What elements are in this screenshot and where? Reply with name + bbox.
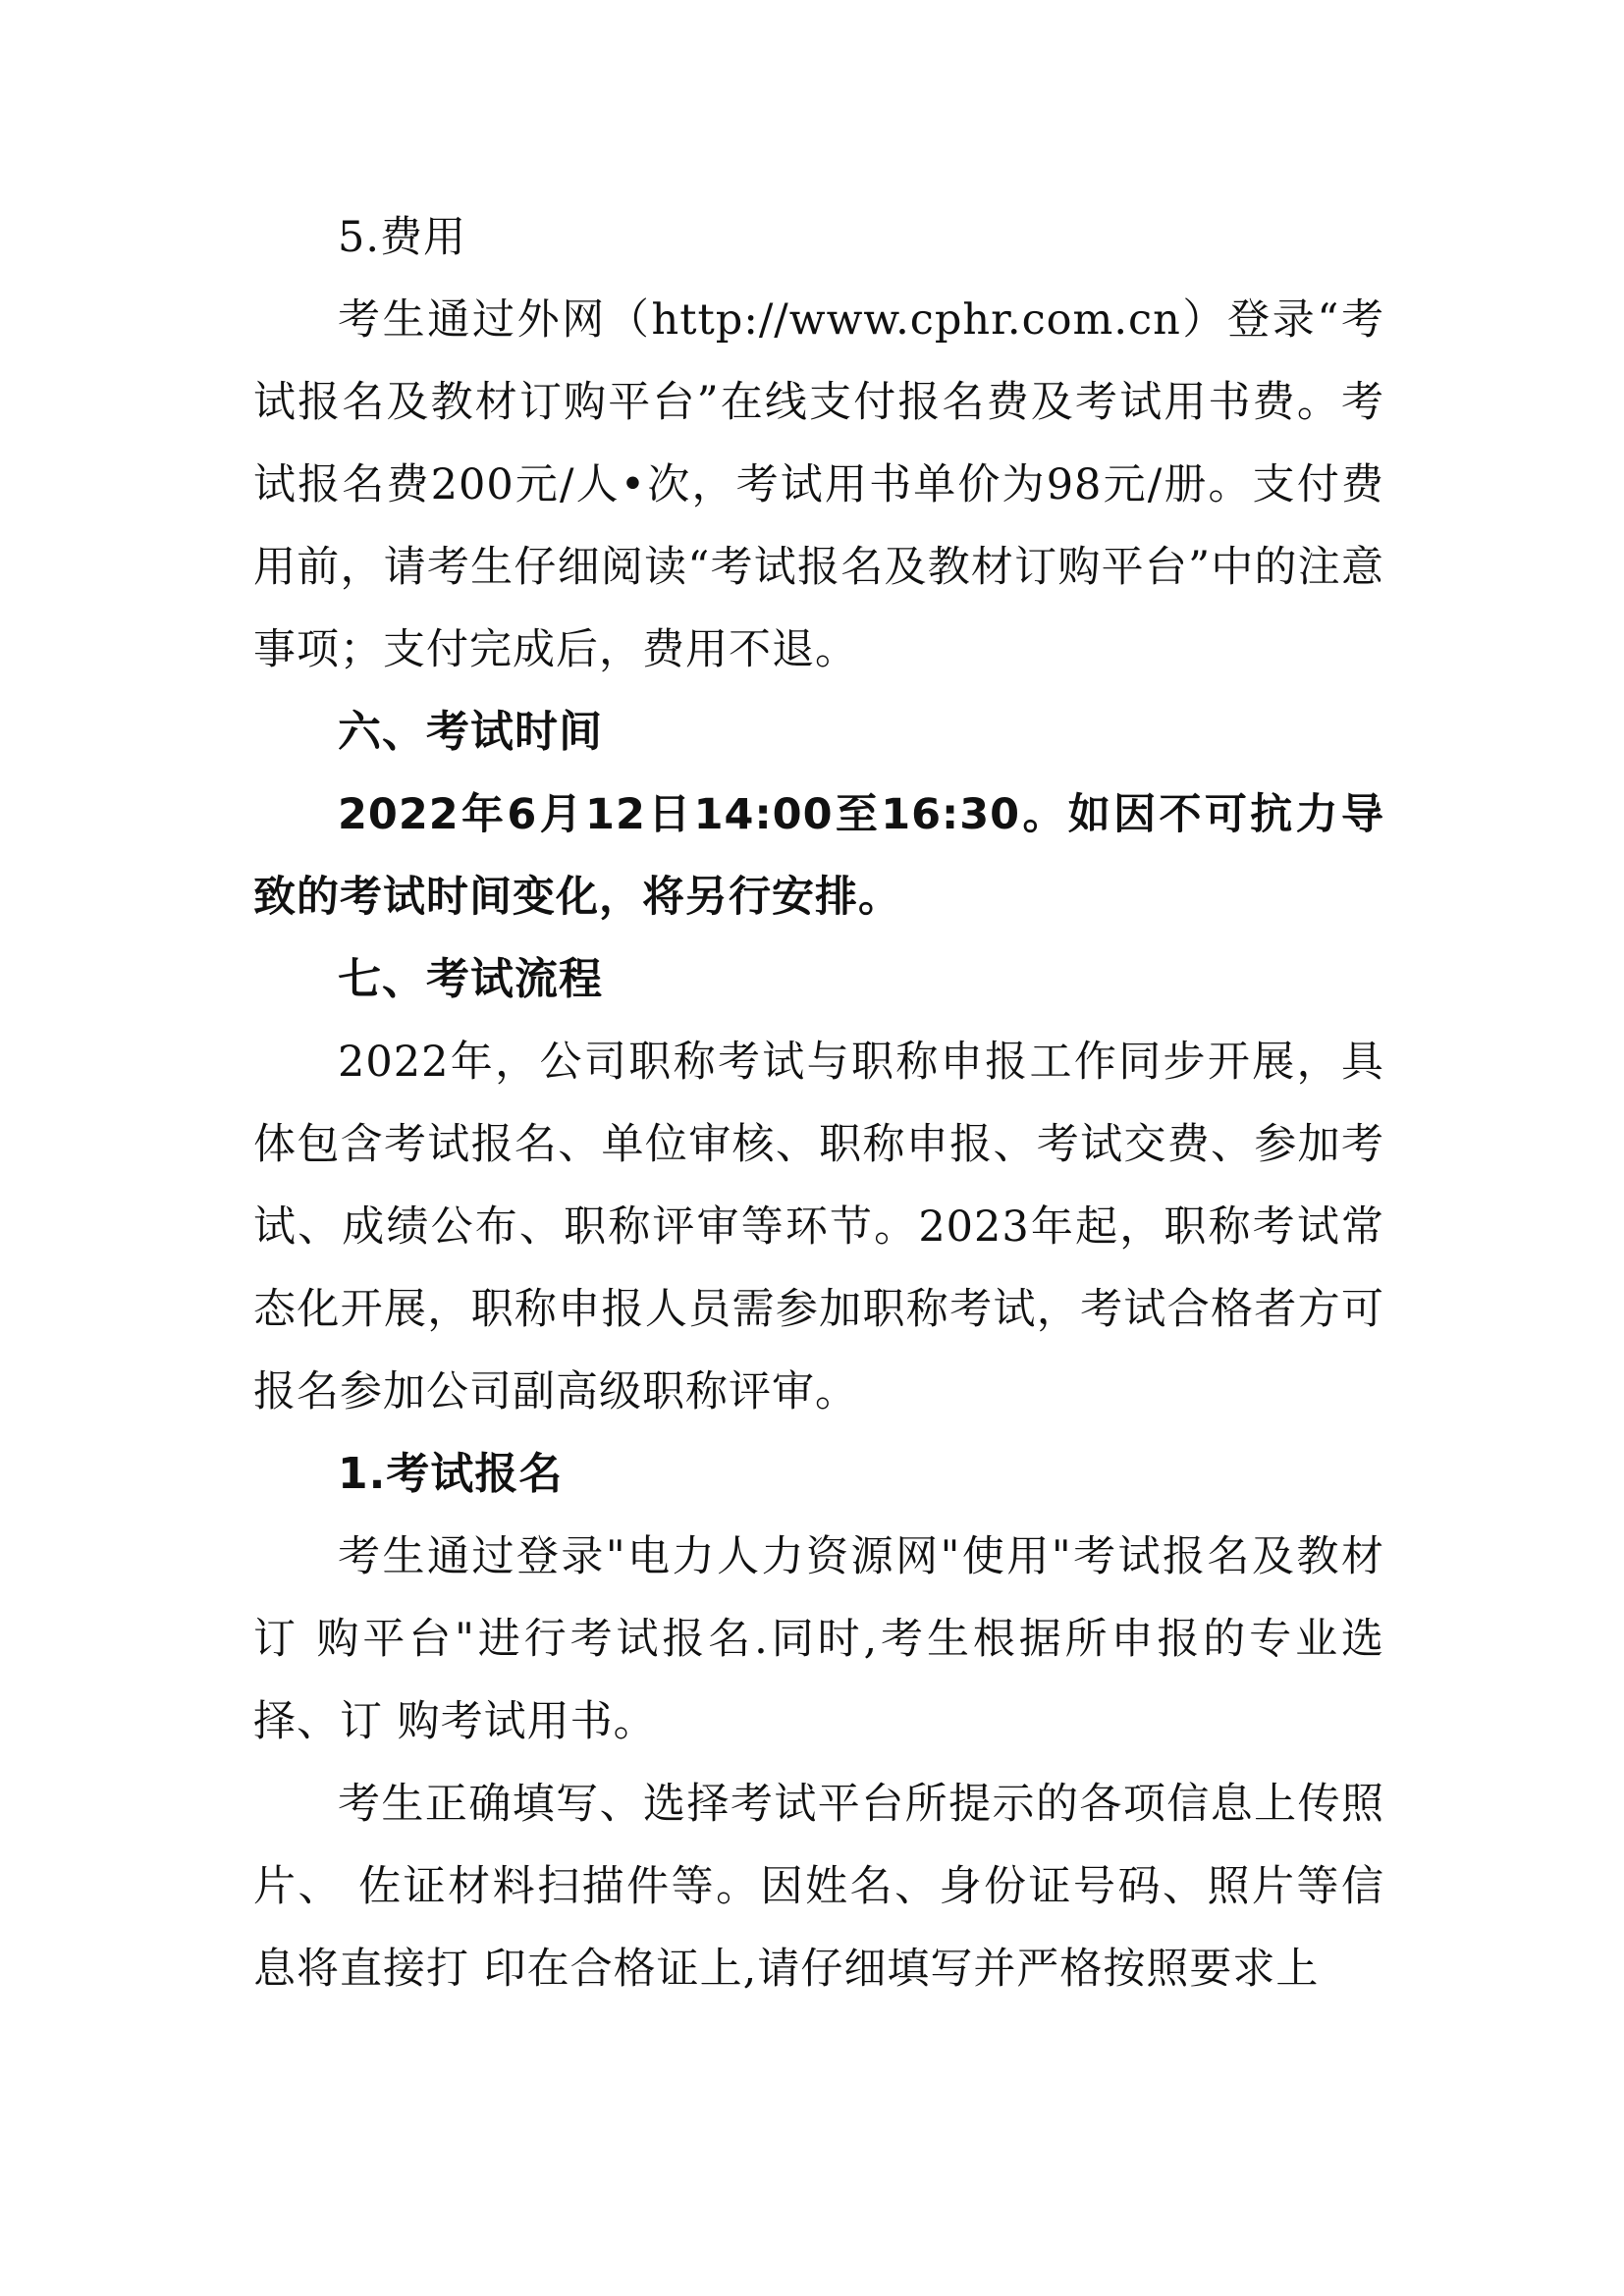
fee-subheading: 5.费用: [338, 213, 467, 262]
exam-time-paragraph: 2022年6月12日14:00至16:30。如因不可抗力导致的考试时间变化，将另行安排。: [253, 790, 1384, 922]
exam-process-heading: 七、考试流程: [338, 954, 603, 1004]
registration-subheading: 1.考试报名: [338, 1449, 564, 1499]
exam-time-heading: 六、考试时间: [338, 707, 603, 757]
registration-paragraph-1: 考生通过登录"电力人力资源网"使用"考试报名及教材订 购平台"进行考试报名.同时,考生根据所申报的专业选择、订 购考试用书。: [253, 1532, 1384, 1746]
document-page: [253, 196, 1384, 2010]
registration-paragraph-2: 考生正确填写、选择考试平台所提示的各项信息上传照片、 佐证材料扫描件等。因姓名、身份证号码、照片等信息将直接打 印在合格证上,请仔细填写并严格按照要求上: [253, 1780, 1384, 1994]
exam-process-paragraph: 2022年，公司职称考试与职称申报工作同步开展，具体包含考试报名、单位审核、职称申报、考试交费、参加考试、成绩公布、职称评审等环节。2023年起，职称考试常态化开展，职称申报人员需参加职称考试，考试合格者方可报名参加公司副高级职称评审。: [253, 1038, 1384, 1416]
fee-paragraph: 考生通过外网（http://www.cphr.com.cn）登录“考试报名及教材订购平台”在线支付报名费及考试用书费。考试报名费200元/人•次，考试用书单价为98元/册。支付费用前，请考生仔细阅读“考试报名及教材订购平台”中的注意事项；支付完成后，费用不退。: [253, 295, 1384, 674]
